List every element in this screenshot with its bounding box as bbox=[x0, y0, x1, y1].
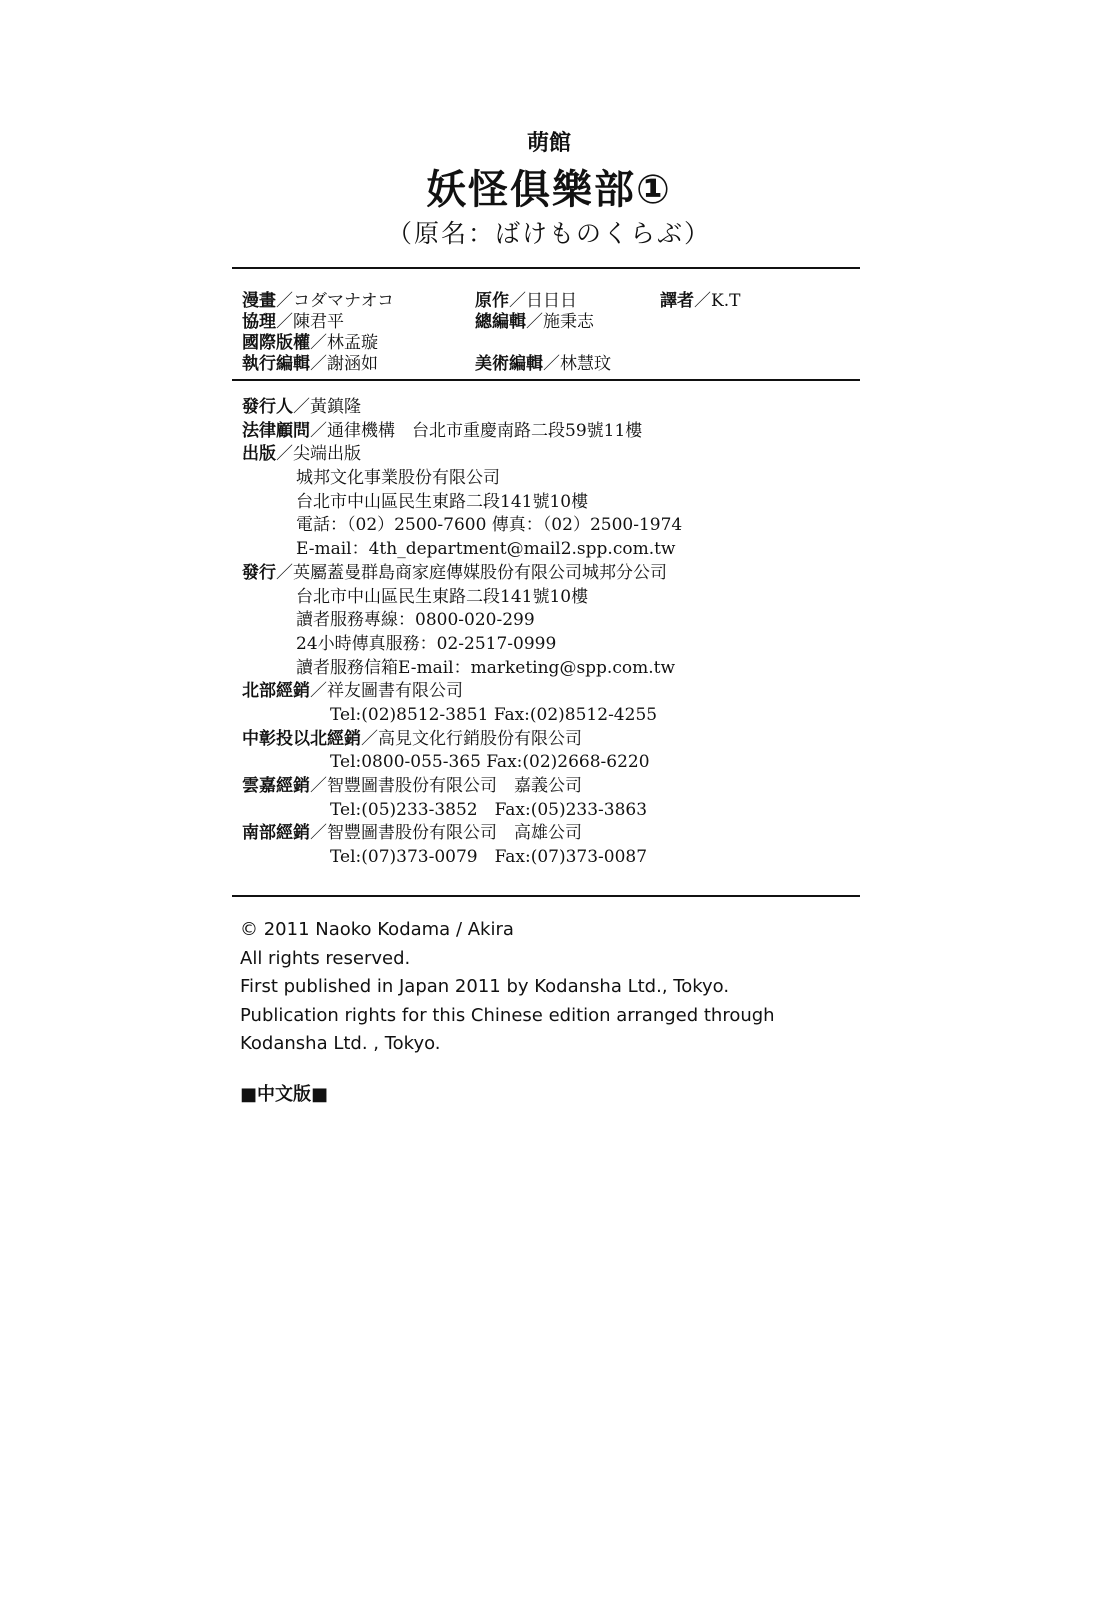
publication-value: 台北市中山區民生東路二段141號10樓 bbox=[296, 491, 589, 512]
publication-value: 城邦文化事業股份有限公司 bbox=[296, 468, 500, 489]
publication-value: Tel:(05)233-3852 Fax:(05)233-3863 bbox=[330, 799, 648, 820]
credit-row bbox=[242, 286, 852, 311]
imprint-name: 萌館 bbox=[526, 131, 571, 156]
credit-role: 漫畫 bbox=[242, 291, 276, 311]
book-title: 妖怪俱樂部① bbox=[426, 167, 672, 213]
publication-value: 黃鎮隆 bbox=[310, 397, 361, 417]
credit-separator: ／ bbox=[310, 333, 327, 353]
credit-role: 原作 bbox=[475, 291, 509, 311]
publication-line bbox=[242, 680, 862, 704]
publication-line bbox=[242, 751, 862, 775]
copyright-line: Publication rights for this Chinese edition arranged through bbox=[240, 1004, 775, 1026]
credit-separator: ／ bbox=[276, 291, 293, 311]
credit-role: 國際版權 bbox=[242, 333, 310, 353]
publication-value: 智豐圖書股份有限公司 高雄公司 bbox=[327, 823, 582, 844]
publication-line bbox=[242, 538, 862, 562]
publication-role: 中彰投以北經銷 bbox=[242, 728, 361, 749]
publication-role: 發行人 bbox=[242, 397, 293, 417]
publication-line bbox=[242, 586, 862, 610]
publication-value: 祥友圖書有限公司 bbox=[327, 681, 463, 702]
credit-separator: ／ bbox=[310, 354, 327, 374]
publication-separator: ／ bbox=[310, 776, 327, 796]
publication-line bbox=[242, 728, 862, 752]
credit-row bbox=[242, 328, 852, 353]
credit-separator: ／ bbox=[694, 291, 711, 311]
publication-role: 法律顧問 bbox=[242, 420, 310, 441]
publication-value: Tel:(07)373-0079 Fax:(07)373-0087 bbox=[330, 847, 648, 868]
publication-value: 24小時傳真服務：02-2517-0999 bbox=[296, 633, 557, 654]
publication-separator: ／ bbox=[276, 444, 293, 465]
credit-name: 謝涵如 bbox=[327, 354, 378, 374]
publication-role: 北部經銷 bbox=[242, 681, 310, 702]
credit-name: コダマナオコ bbox=[293, 291, 394, 311]
divider-middle bbox=[232, 379, 860, 381]
publication-line bbox=[242, 609, 862, 633]
credit-name: 施秉志 bbox=[543, 312, 594, 332]
publication-line bbox=[242, 420, 862, 444]
credit-row bbox=[242, 307, 852, 332]
copyright-line: First published in Japan 2011 by Kodansha Ltd., Tokyo. bbox=[240, 976, 730, 997]
credit-name: 林慧玟 bbox=[560, 354, 611, 374]
publication-separator: ／ bbox=[310, 823, 327, 844]
credit-separator: ／ bbox=[543, 354, 560, 374]
publication-line bbox=[242, 846, 862, 870]
publication-value: 智豐圖書股份有限公司 嘉義公司 bbox=[327, 776, 582, 796]
copyright-line: All rights reserved. bbox=[240, 947, 411, 969]
publication-line bbox=[242, 822, 862, 846]
publication-separator: ／ bbox=[361, 728, 378, 749]
credit-role: 美術編輯 bbox=[475, 354, 543, 374]
publication-role: 雲嘉經銷 bbox=[242, 776, 310, 796]
publication-role: 出版 bbox=[242, 444, 276, 465]
publication-line bbox=[242, 443, 862, 467]
publication-value: 讀者服務信箱E-mail：marketing@spp.com.tw bbox=[296, 657, 675, 678]
publication-line bbox=[242, 657, 862, 681]
publication-value: Tel:0800-055-365 Fax:(02)2668-6220 bbox=[330, 752, 650, 773]
publication-value: Tel:(02)8512-3851 Fax:(02)8512-4255 bbox=[330, 704, 658, 725]
publication-value: 尖端出版 bbox=[293, 444, 361, 465]
publication-separator: ／ bbox=[276, 562, 293, 583]
publication-line bbox=[242, 491, 862, 515]
credit-role: 執行編輯 bbox=[242, 354, 310, 374]
publication-value: E-mail：4th_department@mail2.spp.com.tw bbox=[296, 539, 676, 560]
credit-name: 陳君平 bbox=[293, 312, 344, 332]
copyright-line: © 2011 Naoko Kodama / Akira bbox=[240, 919, 514, 940]
credit-entry bbox=[475, 349, 611, 374]
publication-role: 發行 bbox=[242, 562, 276, 583]
publication-role: 南部經銷 bbox=[242, 823, 310, 844]
publication-value: 電話：（02）2500-7600 傳真：（02）2500-1974 bbox=[296, 515, 683, 536]
publication-line bbox=[242, 396, 862, 420]
publication-value: 通律機構 台北市重慶南路二段59號11樓 bbox=[327, 420, 643, 441]
staff-credits bbox=[242, 286, 852, 374]
publication-separator: ／ bbox=[310, 681, 327, 702]
publication-line bbox=[242, 799, 862, 823]
credit-role: 總編輯 bbox=[475, 312, 526, 332]
publication-line bbox=[242, 514, 862, 538]
publication-value: 高見文化行銷股份有限公司 bbox=[378, 728, 582, 749]
credit-row bbox=[242, 349, 852, 374]
publication-line bbox=[242, 775, 862, 799]
publication-value: 英屬蓋曼群島商家庭傳媒股份有限公司城邦分公司 bbox=[293, 562, 667, 583]
credit-name: 林孟璇 bbox=[327, 333, 378, 353]
edition-mark: ■中文版■ bbox=[240, 1084, 329, 1105]
divider-bottom bbox=[232, 895, 860, 897]
credit-entry bbox=[242, 349, 378, 374]
credit-name: K.T bbox=[711, 291, 741, 311]
publication-line bbox=[242, 467, 862, 491]
publication-value: 台北市中山區民生東路二段141號10樓 bbox=[296, 586, 589, 607]
copyright-line: Kodansha Ltd. , Tokyo. bbox=[240, 1033, 441, 1054]
copyright-notice bbox=[240, 916, 860, 1059]
credit-role: 協理 bbox=[242, 312, 276, 332]
publication-line bbox=[242, 704, 862, 728]
publication-separator: ／ bbox=[310, 420, 327, 441]
divider-top bbox=[232, 267, 860, 269]
original-title: （原名：ばけものくらぶ） bbox=[386, 219, 711, 248]
credit-separator: ／ bbox=[526, 312, 543, 332]
credit-name: 日日日 bbox=[526, 291, 577, 311]
credit-separator: ／ bbox=[276, 312, 293, 332]
credit-role: 譯者 bbox=[660, 291, 694, 311]
publication-value: 讀者服務專線：0800-020-299 bbox=[296, 610, 535, 631]
publication-info bbox=[242, 396, 862, 870]
credit-separator: ／ bbox=[509, 291, 526, 311]
publication-line bbox=[242, 562, 862, 586]
publication-line bbox=[242, 633, 862, 657]
publication-separator: ／ bbox=[293, 397, 310, 417]
